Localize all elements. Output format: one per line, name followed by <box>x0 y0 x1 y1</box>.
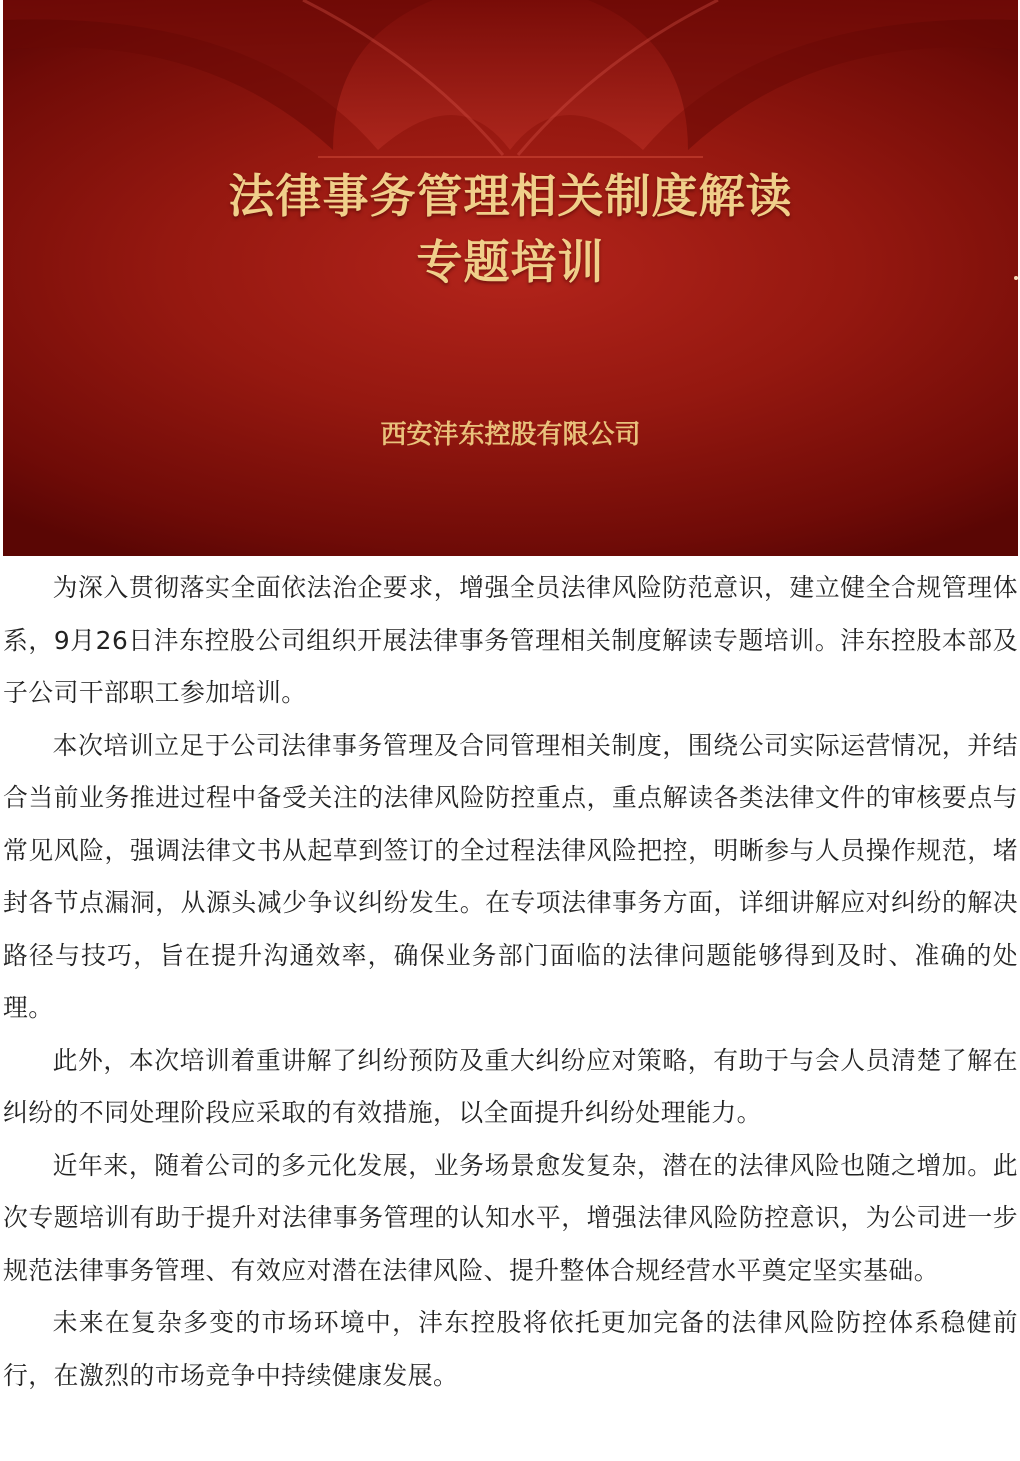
article-paragraph-3: 此外，本次培训着重讲解了纠纷预防及重大纠纷应对策略，有助于与会人员清楚了解在纠纷的不同处理阶段应采取的有效措施，以全面提升纠纷处理能力。 <box>3 1045 1018 1127</box>
article-paragraph-2: 本次培训立足于公司法律事务管理及合同管理相关制度，围绕公司实际运营情况，并结合当前业务推进过程中备受关注的法律风险防控重点，重点解读各类法律文件的审核要点与常见风险，强调法律文书从起草到签订的全过程法律风险把控，明晰参与人员操作规范，堵封各节点漏洞，从源头减少争议纠纷发生。在专项法律事务方面，详细讲解应对纠纷的解决路径与技巧，旨在提升沟通效率，确保业务部门面临的法律问题能够得到及时、准确的处理。 <box>3 730 1018 1022</box>
article-paragraph-1: 为深入贯彻落实全面依法治企要求，增强全员法律风险防范意识，建立健全合规管理体系，9月26日沣东控股公司组织开展法律事务管理相关制度解读专题培训。沣东控股本部及子公司干部职工参加培训。 <box>3 573 1018 707</box>
edge-dot-decoration <box>1014 276 1018 280</box>
article-body <box>0 556 1020 1402</box>
banner-title-line2: 专题培训 <box>416 235 605 289</box>
banner-company-name: 西安沣东控股有限公司 <box>380 420 641 450</box>
article-paragraph-4: 近年来，随着公司的多元化发展，业务场景愈发复杂，潜在的法律风险也随之增加。此次专题培训有助于提升对法律事务管理的认知水平，增强法律风险防控意识，为公司进一步规范法律事务管理、有效应对潜在法律风险、提升整体合规经营水平奠定坚实基础。 <box>3 1150 1018 1285</box>
banner-title-line1: 法律事务管理相关制度解读 <box>228 169 793 223</box>
header-banner-image <box>3 0 1018 556</box>
article-paragraph-5: 未来在复杂多变的市场环境中，沣东控股将依托更加完备的法律风险防控体系稳健前行，在激烈的市场竞争中持续健康发展。 <box>3 1308 1018 1390</box>
